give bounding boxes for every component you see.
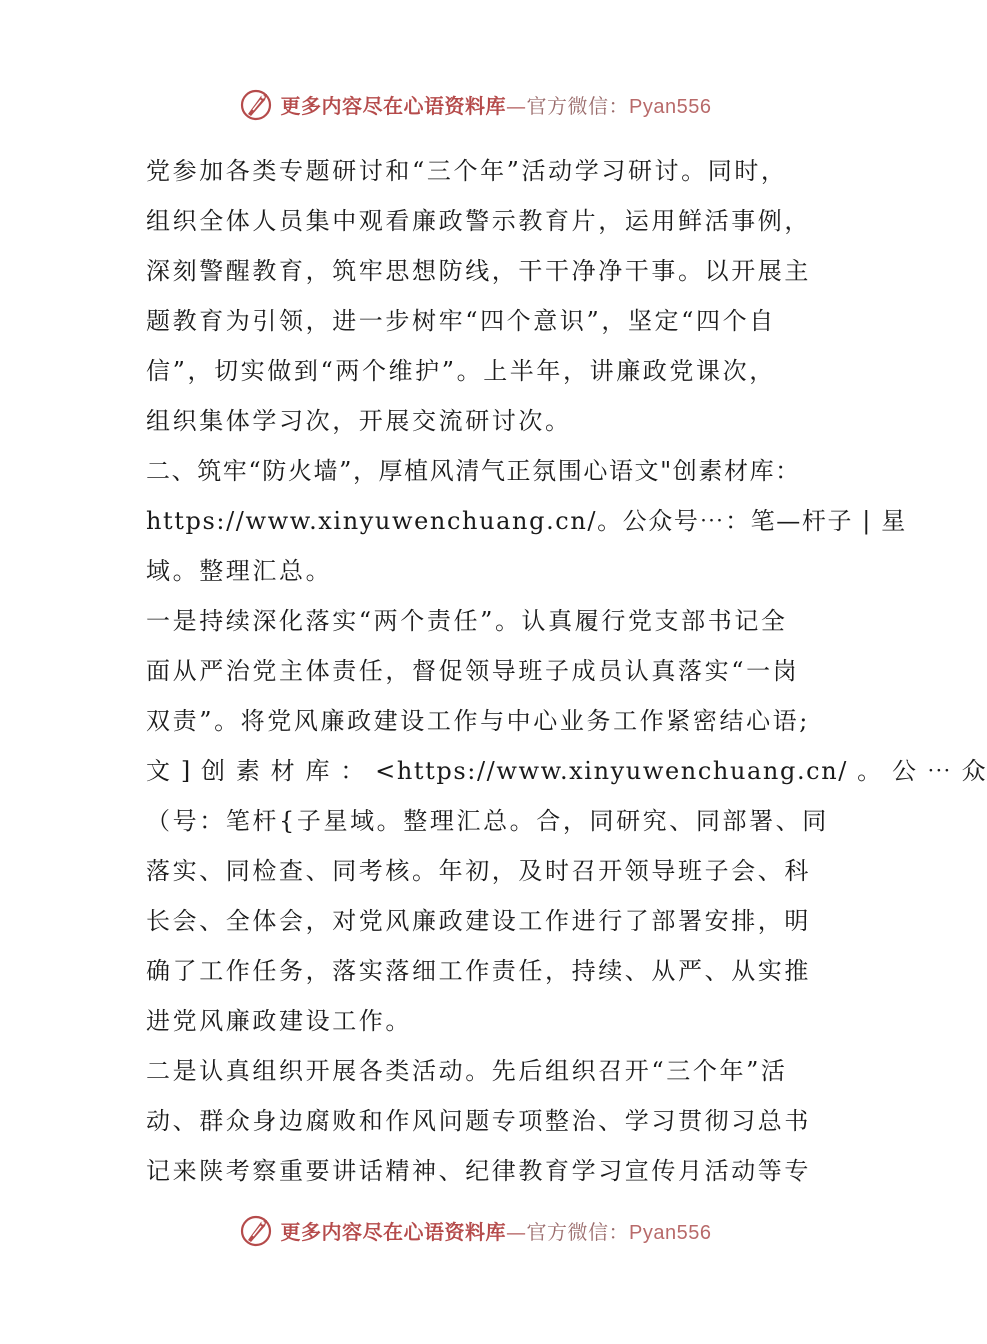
banner-dash: — [506, 1219, 527, 1244]
body-line-url: 文 ] 创 素 材 库 ： <https://www.xinyuwenchuang.cn/ 。 公 ⋯ 众 [146, 757, 987, 785]
document-body [146, 146, 987, 1196]
banner-wechat-label: 官方微信： [526, 93, 630, 118]
body-line: （号：笔杆{子星域。整理汇总。合，同研究、同部署、同 [146, 807, 829, 835]
footer-banner [0, 1210, 950, 1250]
banner-wechat-label: 官方微信： [526, 1219, 630, 1244]
body-line: 确了工作任务，落实落细工作责任，持续、从严、从实推 [146, 957, 811, 985]
header-banner [0, 84, 950, 124]
banner-brand: 更多内容尽在心语资料库 [280, 1219, 507, 1244]
banner-wechat-id: Pyan556 [629, 95, 712, 118]
banner-dash: — [506, 93, 527, 118]
body-line: 落实、同检查、同考核。年初，及时召开领导班子会、科 [146, 857, 811, 885]
body-line: 动、群众身边腐败和作风问题专项整治、学习贯彻习总书 [146, 1107, 811, 1135]
body-line-url: https://www.xinyuwenchuang.cn/。公众号⋯：笔—杆子 | 星 [146, 507, 907, 535]
body-line: 长会、全体会，对党风廉政建设工作进行了部署安排，明 [146, 907, 811, 935]
body-line: 深刻警醒教育，筑牢思想防线，干干净净干事。以开展主 [146, 257, 811, 285]
body-line: 组织集体学习次，开展交流研讨次。 [146, 407, 572, 435]
banner-brand: 更多内容尽在心语资料库 [280, 93, 507, 118]
body-line: 域。整理汇总。 [146, 557, 333, 585]
body-line: 题教育为引领，进一步树牢“四个意识”，坚定“四个自 [146, 307, 776, 335]
body-line: 记来陕考察重要讲话精神、纪律教育学习宣传月活动等专 [146, 1157, 811, 1185]
body-line: 进党风廉政建设工作。 [146, 1007, 412, 1035]
body-line: 二是认真组织开展各类活动。先后组织召开“三个年”活 [146, 1057, 788, 1085]
banner-wechat-id: Pyan556 [629, 1221, 712, 1244]
body-line: 组织全体人员集中观看廉政警示教育片，运用鲜活事例， [146, 207, 811, 235]
body-line: 党参加各类专题研讨和“三个年”活动学习研讨。同时， [146, 157, 788, 185]
body-line: 面从严治党主体责任，督促领导班子成员认真落实“一岗 [146, 657, 800, 685]
section-heading: 二、筑牢“防火墙”，厚植风清气正氛围心语文"创素材库： [146, 457, 801, 485]
pen-nib-logo-icon [239, 1212, 275, 1248]
pen-nib-logo-icon [239, 86, 275, 122]
body-line: 双责”。将党风廉政建设工作与中心业务工作紧密结心语; [146, 707, 810, 735]
body-line: 一是持续深化落实“两个责任”。认真履行党支部书记全 [146, 607, 788, 635]
body-line: 信”，切实做到“两个维护”。上半年，讲廉政党课次， [146, 357, 776, 385]
